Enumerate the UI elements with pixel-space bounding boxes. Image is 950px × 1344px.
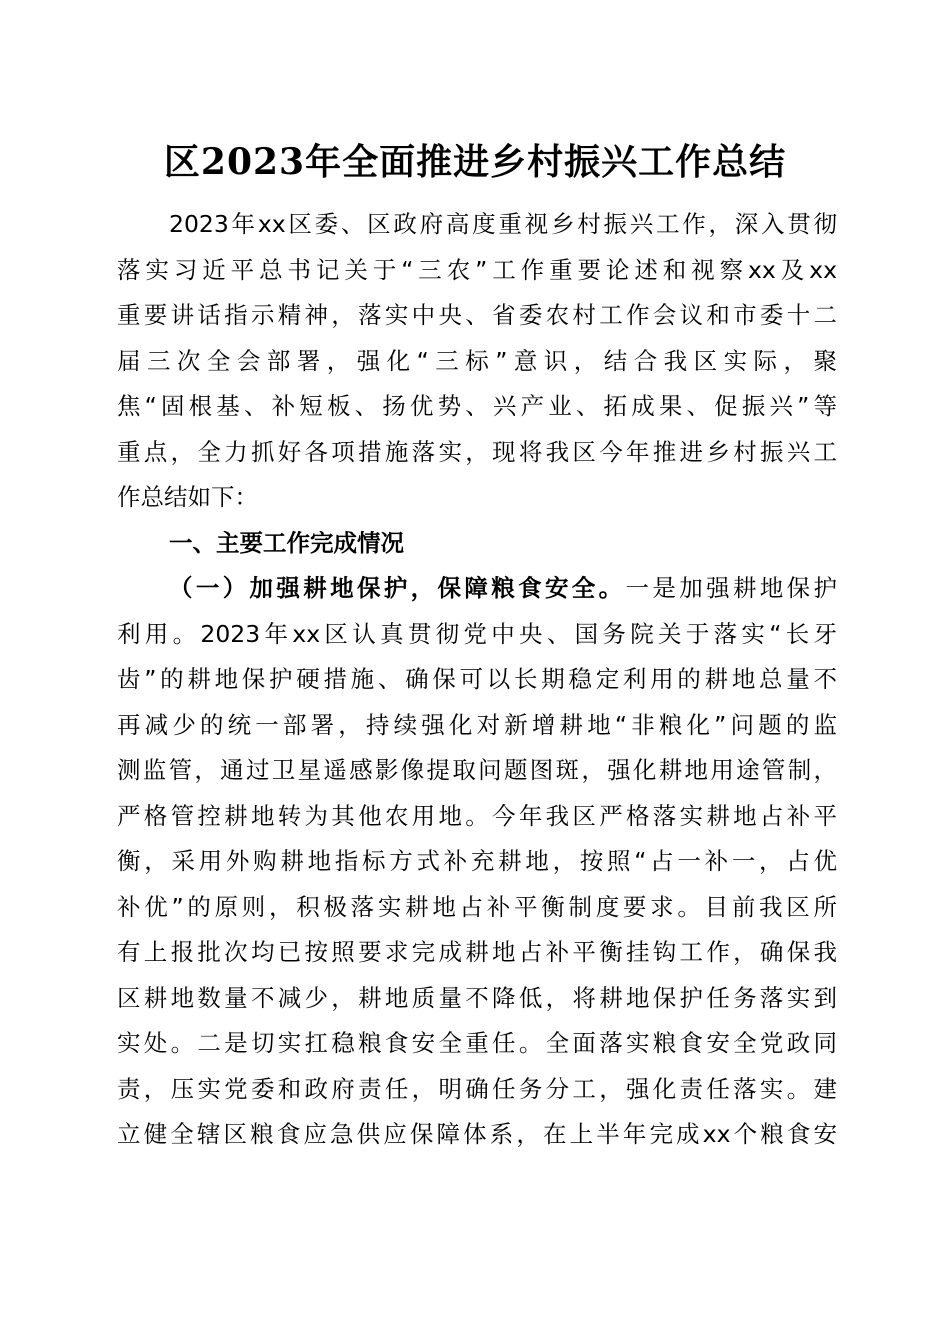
paragraph-line: 2023年xx区委、区政府高度重视乡村振兴工作，深入贯彻 [169, 210, 837, 238]
paragraph-line: 测监管，通过卫星遥感影像提取问题图斑，强化耕地用途管制， [117, 756, 837, 784]
paragraph-line: 实处。二是切实扛稳粮食安全重任。全面落实粮食安全党政同 [117, 1029, 837, 1057]
subsection-heading: （一）加强耕地保护，保障粮食安全。 [169, 574, 626, 602]
paragraph-line: 作总结如下： [117, 483, 258, 511]
paragraph-line: 有上报批次均已按照要求完成耕地占补平衡挂钩工作，确保我 [117, 938, 837, 966]
paragraph-line: 立健全辖区粮食应急供应保障体系，在上半年完成xx个粮食安 [117, 1120, 837, 1148]
paragraph-line: 重点，全力抓好各项措施落实，现将我区今年推进乡村振兴工 [117, 437, 837, 466]
paragraph-line [117, 566, 837, 612]
document-title: 区2023年全面推进乡村振兴工作总结 [163, 141, 787, 183]
paragraph-line: 齿”的耕地保护硬措施、确保可以长期稳定利用的耕地总量不 [117, 665, 837, 693]
document-body [117, 202, 837, 1158]
paragraph-line: 责，压实党委和政府责任，明确任务分工，强化责任落实。建 [117, 1074, 837, 1103]
paragraph-line: 再减少的统一部署，持续强化对新增耕地“非粮化”问题的监 [117, 710, 837, 739]
paragraph-line: 落实习近平总书记关于“三农”工作重要论述和视察xx及xx [117, 255, 837, 284]
paragraph-line: 届三次全会部署，强化“三标”意识，结合我区实际，聚 [117, 346, 837, 375]
paragraph-line: 焦“固根基、补短板、扬优势、兴产业、拓成果、促振兴”等 [117, 392, 837, 420]
paragraph-line: 补优”的原则，积极落实耕地占补平衡制度要求。目前我区所 [117, 892, 837, 921]
paragraph-line: 衡，采用外购耕地指标方式补充耕地，按照“占一补一，占优 [117, 847, 837, 875]
paragraph-line: 严格管控耕地转为其他农用地。今年我区严格落实耕地占补平 [117, 801, 837, 830]
paragraph-line: 重要讲话指示精神，落实中央、省委农村工作会议和市委十二 [117, 301, 837, 329]
paragraph-text: 一是加强耕地保护 [625, 574, 838, 602]
paragraph-line: 利用。2023年xx区认真贯彻党中央、国务院关于落实“长牙 [117, 619, 837, 648]
paragraph-line: 区耕地数量不减少，耕地质量不降低，将耕地保护任务落实到 [117, 983, 837, 1012]
section-heading: 一、主要工作完成情况 [169, 528, 404, 557]
